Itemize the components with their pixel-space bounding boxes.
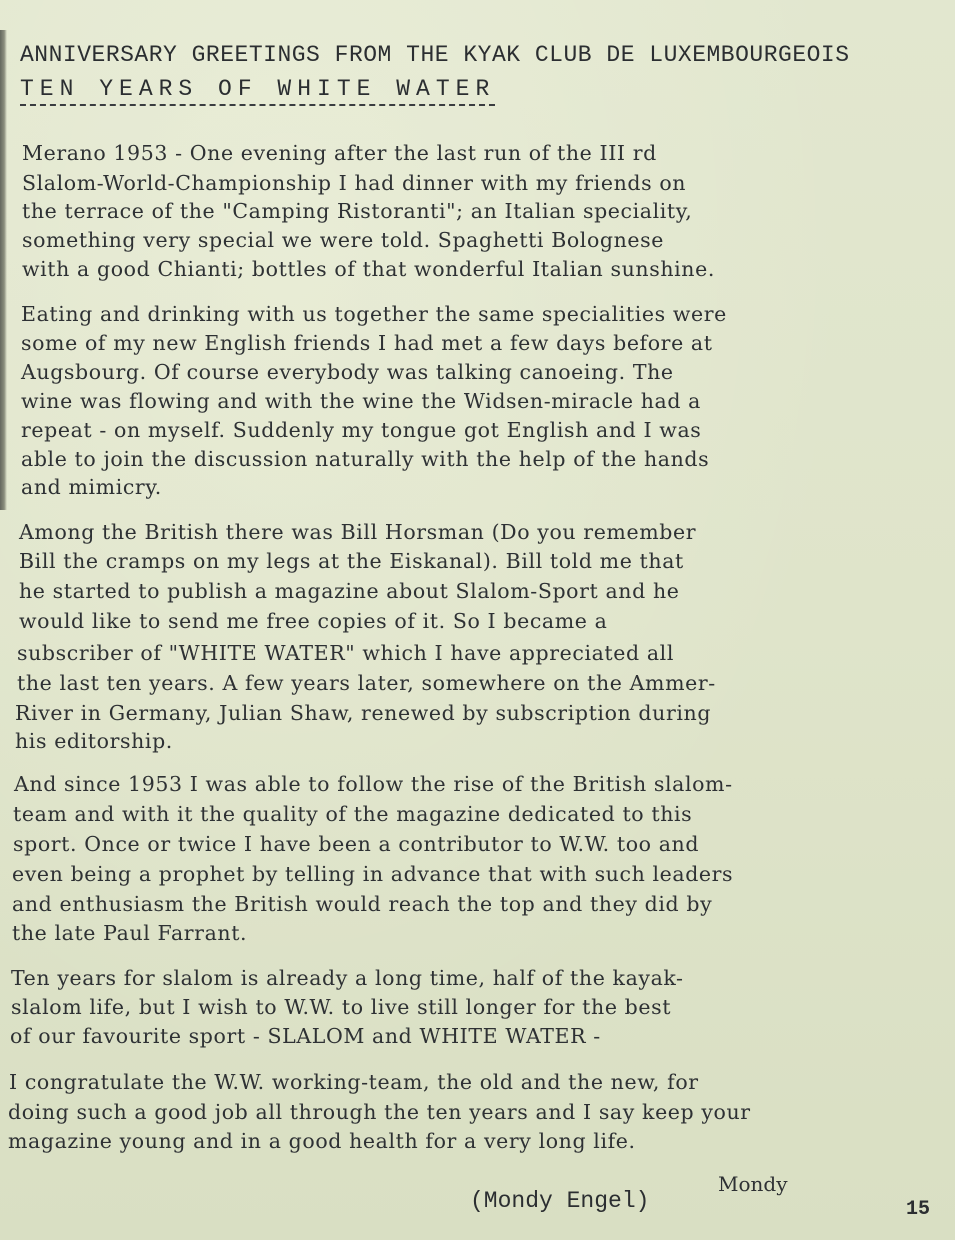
text-line: repeat - on myself. Suddenly my tongue got English and I was [21,418,702,442]
text-line: he started to publish a magazine about Slalom-Sport and he [19,579,680,603]
text-line: even being a prophet by telling in advance that with such leaders [12,862,734,886]
article-heading: ANNIVERSARY GREETINGS FROM THE KYAK CLUB DE LUXEMBOURGEOIS [20,42,850,68]
text-line: magazine young and in a good health for a very long life. [8,1129,636,1153]
text-line: some of my new English friends I had met a few days before at [21,331,713,355]
text-line: the last ten years. A few years later, somewhere on the Ammer- [17,671,716,695]
text-line: Slalom-World-Championship I had dinner with my friends on [22,171,687,195]
text-line: the terrace of the "Camping Ristoranti"; an Italian speciality, [22,199,693,223]
article-subtitle: TEN YEARS OF WHITE WATER [20,76,495,106]
text-line: and enthusiasm the British would reach the top and they did by [12,892,713,916]
text-line: Among the British there was Bill Horsman (Do you remember [19,520,697,544]
text-line: wine was flowing and with the wine the Widsen-miracle had a [21,389,702,413]
text-line: would like to send me free copies of it. So I became a [19,609,608,633]
text-line: Ten years for slalom is already a long time, half of the kayak- [11,966,684,990]
text-line: slalom life, but I wish to W.W. to live still longer for the best [11,995,672,1019]
text-line: something very special we were told. Spaghetti Bolognese [22,228,665,252]
text-line: Augsbourg. Of course everybody was talking canoeing. The [21,360,674,384]
typed-signature: (Mondy Engel) [470,1188,650,1214]
text-line: his editorship. [15,729,173,753]
text-line: River in Germany, Julian Shaw, renewed by subscription during [15,701,712,725]
text-line: able to join the discussion naturally with the help of the hands [21,447,710,471]
text-line: team and with it the quality of the magazine dedicated to this [13,802,693,826]
text-line: doing such a good job all through the ten years and I say keep your [8,1100,751,1124]
text-line: And since 1953 I was able to follow the rise of the British slalom- [14,772,733,796]
handwritten-signature: Mondy [718,1172,788,1196]
text-line: Eating and drinking with us together the same specialities were [21,302,727,326]
page-number: 15 [906,1198,931,1221]
text-line: subscriber of "WHITE WATER" which I have appreciated all [17,641,674,665]
text-line: Merano 1953 - One evening after the last run of the III rd [22,141,657,165]
text-line: I congratulate the W.W. working-team, the old and the new, for [9,1070,699,1094]
text-line: Bill the cramps on my legs at the Eiskanal). Bill told me that [19,549,684,573]
binding-shadow [0,30,7,510]
text-line: and mimicry. [21,475,162,499]
text-line: the late Paul Farrant. [12,921,248,945]
text-line: sport. Once or twice I have been a contributor to W.W. too and [13,832,700,856]
text-line: with a good Chianti; bottles of that wonderful Italian sunshine. [22,257,715,281]
text-line: of our favourite sport - SLALOM and WHITE WATER - [10,1024,601,1048]
